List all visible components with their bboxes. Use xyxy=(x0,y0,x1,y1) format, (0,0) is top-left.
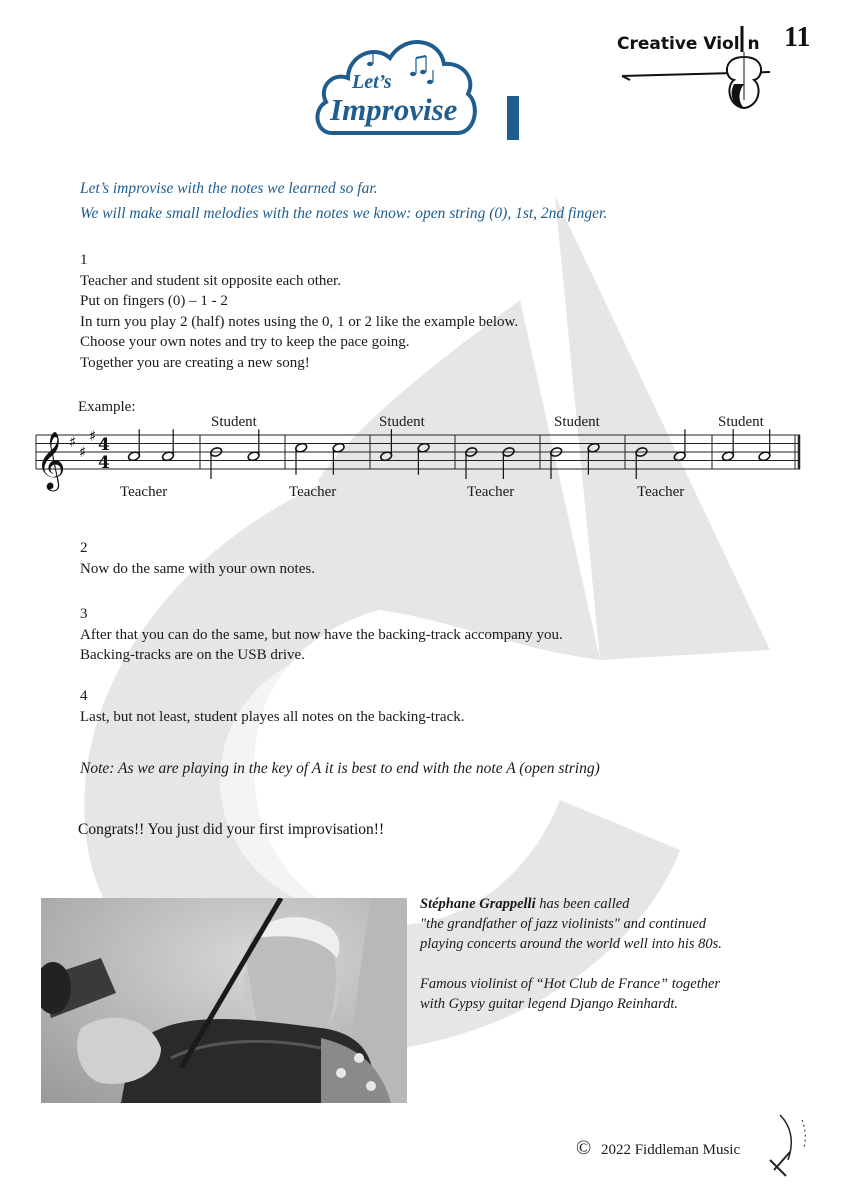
step-4 xyxy=(80,686,465,727)
bio-line-3: playing concerts around the world well into his 80s. xyxy=(420,936,722,952)
half-note xyxy=(210,447,223,479)
logo-text-end: n xyxy=(747,34,760,54)
bio-line-4: Famous violinist of “Hot Club de France” together xyxy=(420,976,721,992)
step-number: 2 xyxy=(80,540,88,556)
half-note xyxy=(161,429,174,461)
bio-line-2: "the grandfather of jazz violinists" and continued xyxy=(420,916,707,932)
step-number: 1 xyxy=(80,252,88,268)
student-label: Student xyxy=(554,414,600,430)
congrats-text: Congrats!! You just did your first improvisation!! xyxy=(78,821,385,838)
lets-improvise-badge xyxy=(312,28,482,148)
step-line: Now do the same with your own notes. xyxy=(80,560,315,577)
badge-line2: Improvise xyxy=(330,92,458,127)
student-label: Student xyxy=(211,414,257,430)
footer xyxy=(576,1137,740,1160)
step-line: Put on fingers (0) – 1 - 2 xyxy=(80,293,228,309)
step-line: Choose your own notes and try to keep the pace going. xyxy=(80,334,410,350)
time-signature-bottom: 4 xyxy=(98,453,110,473)
step-3 xyxy=(80,604,563,666)
notes xyxy=(127,429,771,479)
example-staff xyxy=(0,395,848,510)
half-note xyxy=(465,447,478,479)
svg-text:♯: ♯ xyxy=(69,433,77,451)
step-line: Together you are creating a new song! xyxy=(80,354,310,371)
page-number: 11 xyxy=(784,22,811,53)
violinist-sketch-icon xyxy=(760,1110,820,1180)
teacher-label: Teacher xyxy=(637,484,685,500)
svg-text:♯: ♯ xyxy=(79,443,87,461)
teacher-label: Teacher xyxy=(289,484,337,500)
footer-text: 2022 Fiddleman Music xyxy=(600,1142,741,1158)
time-signature-top: 4 xyxy=(98,435,110,455)
example-label: Example: xyxy=(78,399,136,415)
step-1 xyxy=(80,250,518,373)
step-line: In turn you play 2 (half) notes using the 0, 1 or 2 like the example below. xyxy=(80,313,519,330)
half-note xyxy=(502,447,515,479)
intro-line-2: We will make small melodies with the notes we know: open string (0), 1st, 2nd finger. xyxy=(80,205,608,222)
half-note xyxy=(550,447,563,479)
teacher-label: Teacher xyxy=(467,484,515,500)
intro-line-1: Let’s improvise with the notes we learned so far. xyxy=(80,180,378,197)
grappelli-photo xyxy=(41,898,407,1103)
blue-bar xyxy=(507,96,519,140)
logo-text: Creative Viol xyxy=(617,34,740,54)
copyright-icon: © xyxy=(576,1137,592,1159)
step-number: 3 xyxy=(80,606,88,622)
half-note xyxy=(247,429,260,461)
creative-violin-logo xyxy=(617,34,760,54)
student-label: Student xyxy=(718,414,764,430)
half-note xyxy=(758,429,771,461)
key-signature xyxy=(69,427,96,461)
half-note xyxy=(380,429,393,461)
treble-clef-icon: 𝄞 xyxy=(36,431,66,489)
bio-line-1: has been called xyxy=(535,896,630,912)
half-note xyxy=(417,442,430,474)
step-2 xyxy=(80,538,315,579)
grappelli-bio xyxy=(420,894,820,1014)
half-note xyxy=(295,442,308,474)
step-line: Last, but not least, student playes all notes on the backing-track. xyxy=(80,708,465,725)
key-note: Note: As we are playing in the key of A it is best to end with the note A (open string) xyxy=(80,760,600,777)
step-number: 4 xyxy=(80,688,88,704)
step-line: After that you can do the same, but now have the backing-track accompany you. xyxy=(80,626,563,643)
bio-name: Stéphane Grappelli xyxy=(420,896,536,912)
bio-line-5: with Gypsy guitar legend Django Reinhardt. xyxy=(420,996,679,1012)
half-note xyxy=(721,429,734,461)
svg-text:♯: ♯ xyxy=(89,427,97,445)
half-note xyxy=(635,447,648,479)
student-label: Student xyxy=(379,414,425,430)
half-note xyxy=(673,429,686,461)
half-note xyxy=(587,442,600,474)
role-labels xyxy=(120,414,765,500)
badge-line1: Let’s xyxy=(352,71,392,93)
half-note xyxy=(127,429,140,461)
teacher-label: Teacher xyxy=(120,484,168,500)
step-line: Backing-tracks are on the USB drive. xyxy=(80,647,305,663)
step-line: Teacher and student sit opposite each other. xyxy=(80,272,341,289)
half-note xyxy=(332,442,345,474)
